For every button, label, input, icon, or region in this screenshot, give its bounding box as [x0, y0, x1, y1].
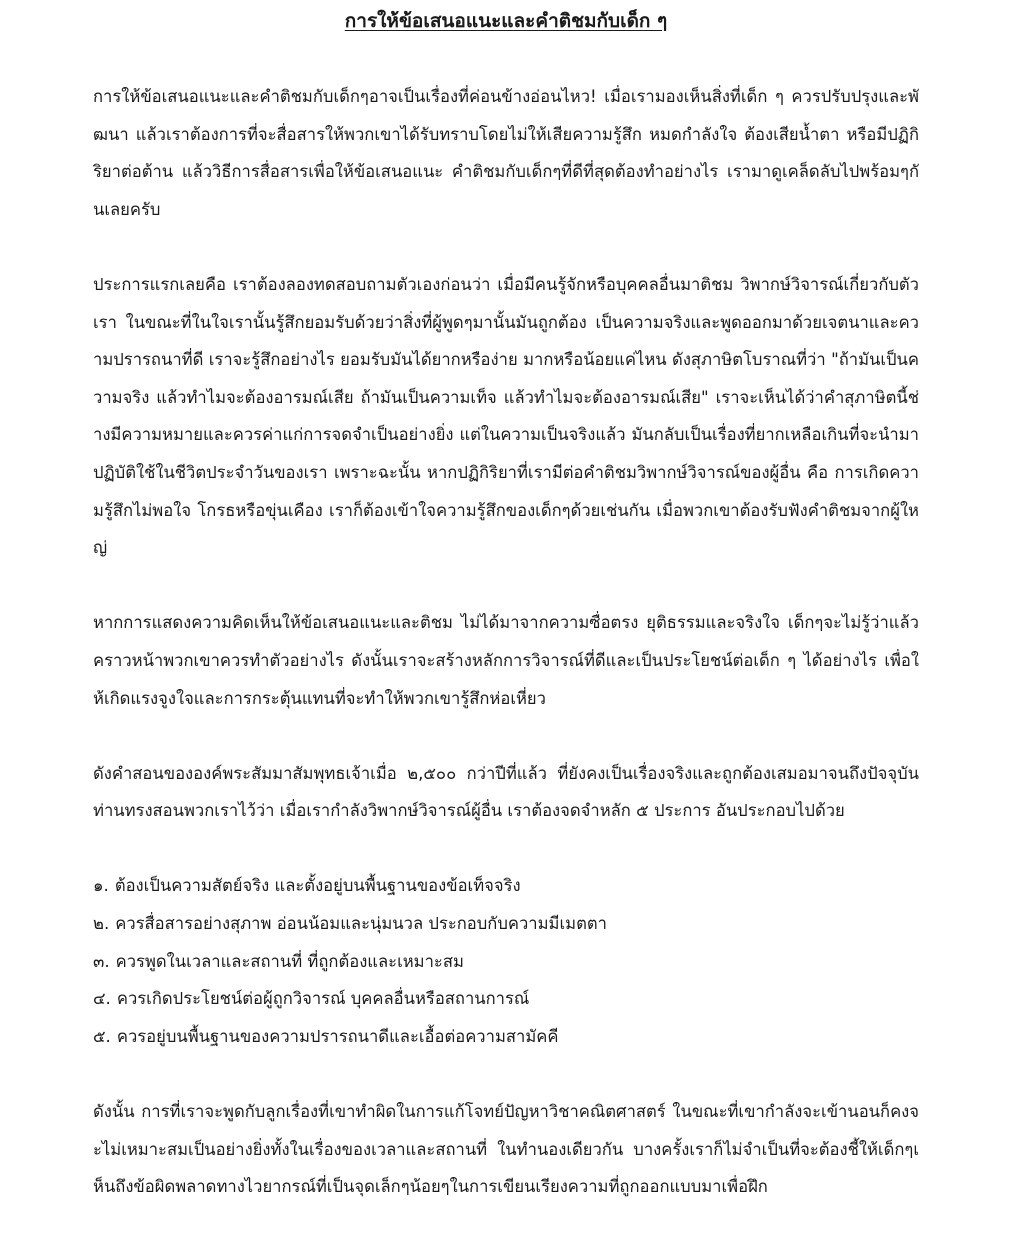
list-item-number: ๒.: [93, 914, 110, 934]
list-item-number: ๔.: [93, 989, 111, 1009]
document-title: การให้ข้อเสนอแนะและคำติชมกับเด็ก ๆ: [344, 10, 668, 32]
principles-list: [93, 867, 919, 1055]
list-item-number: ๓.: [93, 951, 110, 971]
closing-paragraph: ดังนั้น การที่เราจะพูดกับลูกเรื่องที่เขาทำผิดในการแก้โจทย์ปัญหาวิชาคณิตศาสตร์ ในขณะที่เขากำลังจะเข้านอนก็คงจะไม่เหมาะสมเป็นอย่างยิ่งทั้งในเรื่องของเวลาและสถานที่ ในทำนองเดียวกัน บางครั้งเราก็ไม่จำเป็นที่จะต้องชี้ให้เด็กๆเห็นถึงข้อผิดพลาดทางไวยากรณ์ที่เป็นจุดเล็กๆน้อยๆในการเขียนเรียงความที่ถูกออกแบบมาเพื่อฝึก: [93, 1102, 919, 1197]
list-item-text: ควรพูดในเวลาและสถานที่ ที่ถูกต้องและเหมาะสม: [115, 951, 464, 971]
list-item: [93, 980, 919, 1018]
list-item: [93, 867, 919, 905]
list-item-text: ควรอยู่บนพื้นฐานของความปรารถนาดีและเอื้อต่อความสามัคคี: [116, 1026, 559, 1046]
list-item-text: ควรสื่อสารอย่างสุภาพ อ่อนน้อมและนุ่มนวล ประกอบกับความมีเมตตา: [115, 914, 607, 934]
list-item-number: ๑.: [93, 876, 109, 896]
criticism-paragraph: หากการแสดงความคิดเห็นให้ข้อเสนอแนะและติชม ไม่ได้มาจากความซื่อตรง ยุติธรรมและจริงใจ เด็กๆจะไม่รู้ว่าแล้วคราวหน้าพวกเขาควรทำตัวอย่างไร ดังนั้นเราจะสร้างหลักการวิจารณ์ที่ดีและเป็นประโยชน์ต่อเด็ก ๆ ได้อย่างไร เพื่อให้เกิดแรงจูงใจและการกระตุ้นแทนที่จะทำให้พวกเขารู้สึกห่อเหี่ยว: [93, 613, 919, 708]
document-body: [93, 78, 919, 1243]
list-item-number: ๕.: [93, 1026, 111, 1046]
list-item: [93, 905, 919, 943]
list-item: [93, 943, 919, 981]
buddha-teaching-paragraph: ดังคำสอนขององค์พระสัมมาสัมพุทธเจ้าเมื่อ ๒,๕๐๐ กว่าปีที่แล้ว ที่ยังคงเป็นเรื่องจริงและถูกต้องเสมอมาจนถึงปัจจุบัน ท่านทรงสอนพวกเราไว้ว่า เมื่อเรากำลังวิพากษ์วิจารณ์ผู้อื่น เราต้องจดจำหลัก ๕ ประการ อันประกอบไปด้วย: [93, 763, 919, 821]
intro-paragraph: การให้ข้อเสนอแนะและคำติชมกับเด็กๆอาจเป็นเรื่องที่ค่อนข้างอ่อนไหว! เมื่อเรามองเห็นสิ่งที่เด็ก ๆ ควรปรับปรุงและพัฒนา แล้วเราต้องการที่จะสื่อสารให้พวกเขาได้รับทราบโดยไม่ให้เสียความรู้สึก หมดกำลังใจ ต้องเสียน้ำตา หรือมีปฏิกิริยาต่อต้าน แล้ววิธีการสื่อสารเพื่อให้ข้อเสนอแนะ คำติชมกับเด็กๆที่ดีที่สุดต้องทำอย่างไร เรามาดูเคล็ดลับไปพร้อมๆกันเลยครับ: [93, 87, 919, 219]
list-item-text: ต้องเป็นความสัตย์จริง และตั้งอยู่บนพื้นฐานของข้อเท็จจริง: [114, 876, 521, 896]
first-principle-paragraph: ประการแรกเลยคือ เราต้องลองทดสอบถามตัวเองก่อนว่า เมื่อมีคนรู้จักหรือบุคคลอื่นมาติชม วิพากษ์วิจารณ์เกี่ยวกับตัวเรา ในขณะที่ในใจเรานั้นรู้สึกยอมรับด้วยว่าสิ่งที่ผู้พูดๆมานั้นมันถูกต้อง เป็นความจริงและพูดออกมาด้วยเจตนาและความปรารถนาที่ดี เราจะรู้สึกอย่างไร ยอมรับมันได้ยากหรือง่าย มากหรือน้อยแค่ไหน ดังสุภาษิตโบราณที่ว่า "ถ้ามันเป็นความจริง แล้วทำไมจะต้องอารมณ์เสีย ถ้ามันเป็นความเท็จ แล้วทำไมจะต้องอารมณ์เสีย" เราจะเห็นได้ว่าคำสุภาษิตนี้ช่างมีความหมายและควรค่าแก่การจดจำเป็นอย่างยิ่ง แต่ในความเป็นจริงแล้ว มันกลับเป็นเรื่องที่ยากเหลือเกินที่จะนำมาปฏิบัติใช้ในชีวิตประจำวันของเรา เพราะฉะนั้น หากปฏิกิริยาที่เรามีต่อคำติชมวิพากษ์วิจารณ์ของผู้อื่น คือ การเกิดความรู้สึกไม่พอใจ โกรธหรือขุ่นเคือง เราก็ต้องเข้าใจความรู้สึกของเด็กๆด้วยเช่นกัน เมื่อพวกเขาต้องรับฟังคำติชมจากผู้ใหญ่: [93, 274, 919, 558]
list-item-text: ควรเกิดประโยชน์ต่อผู้ถูกวิจารณ์ บุคคลอื่นหรือสถานการณ์: [116, 989, 530, 1009]
list-item: [93, 1018, 919, 1056]
